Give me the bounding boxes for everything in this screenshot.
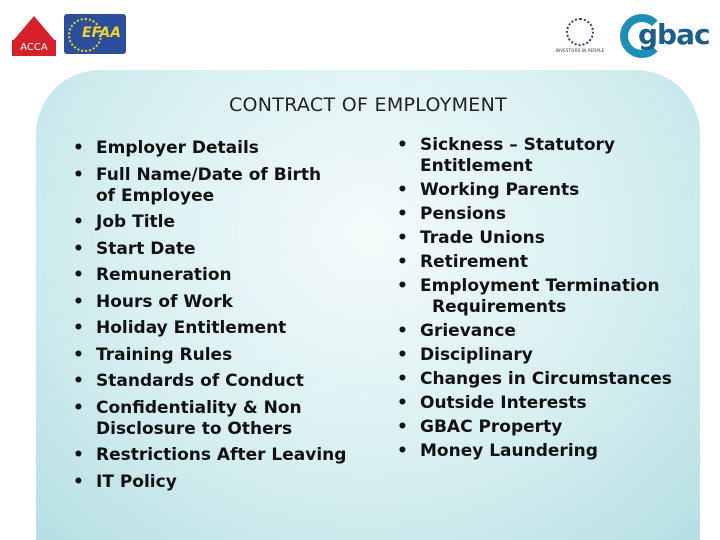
list-item: • Full Name/Date of Birth xyxy=(70,165,370,186)
list-item: • Remuneration xyxy=(70,265,370,286)
list-item: • Employer Details xyxy=(70,138,370,159)
list-item: • Money Laundering xyxy=(394,441,694,462)
list-item: • Changes in Circumstances xyxy=(394,369,694,390)
list-item: • Job Title xyxy=(70,212,370,233)
list-item-continuation: of Employee xyxy=(96,185,215,206)
list-item: • Confidentiality & Non xyxy=(70,398,370,419)
list-item: • Hours of Work xyxy=(70,292,370,313)
list-item: • Restrictions After Leaving xyxy=(70,445,370,466)
list-item: • Sickness – Statutory xyxy=(394,135,694,156)
list-item-continuation: Disclosure to Others xyxy=(96,418,293,439)
list-item: • Employment Termination xyxy=(394,276,694,297)
list-item-continuation: Requirements xyxy=(432,297,567,317)
list-item: • Standards of Conduct xyxy=(70,371,370,392)
investors-in-people-logo xyxy=(555,18,605,58)
list-item: • Holiday Entitlement xyxy=(70,318,370,339)
acca-logo xyxy=(8,12,60,56)
list-item: • GBAC Property xyxy=(394,417,694,438)
list-item: • Start Date xyxy=(70,239,370,260)
list-item: • Disciplinary xyxy=(394,345,694,366)
efaa-logo xyxy=(64,14,126,54)
left-bullet-list xyxy=(70,138,370,498)
list-item: • Pensions xyxy=(394,204,694,225)
efaa-logo-text: EFAA xyxy=(82,25,121,41)
list-item: • Training Rules xyxy=(70,345,370,366)
list-item: • Working Parents xyxy=(394,180,694,201)
list-item: • Outside Interests xyxy=(394,393,694,414)
gbac-logo-text: gbac xyxy=(638,18,710,51)
iip-logo-text: INVESTORS IN PEOPLE xyxy=(555,48,605,53)
acca-logo-text: ACCA xyxy=(12,40,56,56)
list-item: • Retirement xyxy=(394,252,694,273)
gbac-logo xyxy=(620,14,712,58)
right-bullet-list xyxy=(394,135,694,465)
list-item-continuation: Entitlement xyxy=(420,156,533,176)
list-item: • Grievance xyxy=(394,321,694,342)
list-item: • Trade Unions xyxy=(394,228,694,249)
list-item: • IT Policy xyxy=(70,472,370,493)
slide-title: CONTRACT OF EMPLOYMENT xyxy=(228,94,508,116)
